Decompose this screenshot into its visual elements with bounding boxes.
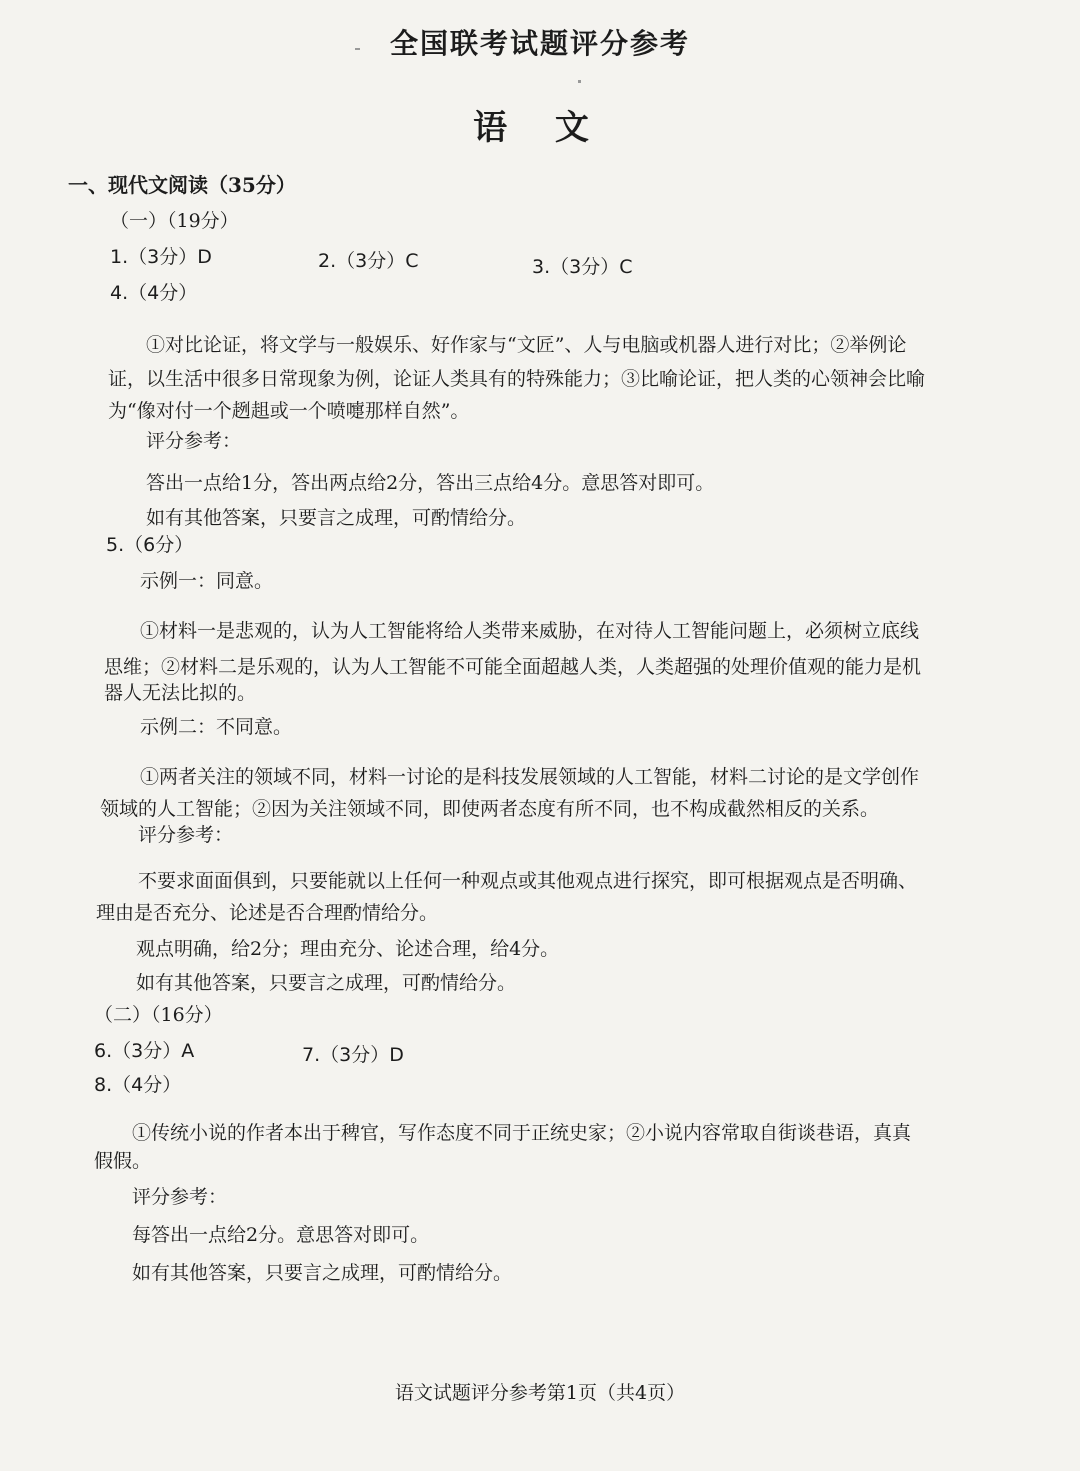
question-3-answer: 3.（3分）C <box>532 256 633 278</box>
question-8-scoring-line: 如有其他答案，只要言之成理，可酌情给分。 <box>132 1262 513 1284</box>
question-6-answer: 6.（3分）A <box>94 1040 195 1062</box>
question-4-answer-line: 为“像对付一个趔趄或一个喷嚏那样自然”。 <box>108 400 470 422</box>
question-8-answer-line: 假假。 <box>94 1150 152 1172</box>
question-5-example2-line: 领域的人工智能；②因为关注领域不同，即使两者态度有所不同，也不构成截然相反的关系。 <box>100 798 880 820</box>
document-title: 全国联考试题评分参考 <box>389 27 690 60</box>
section-modern-reading: 一、现代文阅读（35分） <box>68 173 296 197</box>
question-5-scoring-line: 理由是否充分、论述是否合理酌情给分。 <box>96 902 439 924</box>
question-8-scoring-label: 评分参考： <box>132 1186 228 1208</box>
question-5-scoring-line: 如有其他答案，只要言之成理，可酌情给分。 <box>136 972 517 994</box>
question-5-scoring-line: 观点明确，给2分；理由充分、论述合理，给4分。 <box>136 938 560 960</box>
question-5-example1-line: ①材料一是悲观的，认为人工智能将给人类带来威胁，在对待人工智能问题上，必须树立底线 <box>140 620 920 642</box>
question-8-scoring-line: 每答出一点给2分。意思答对即可。 <box>132 1224 430 1246</box>
question-5-scoring-label: 评分参考： <box>138 824 234 846</box>
question-4-title: 4.（4分） <box>110 282 198 304</box>
subject-title: 语 文 <box>473 108 607 148</box>
question-2-answer: 2.（3分）C <box>318 250 419 272</box>
question-1-answer: 1.（3分）D <box>110 246 212 268</box>
question-5-title: 5.（6分） <box>106 534 194 556</box>
question-5-example1-label: 示例一：同意。 <box>140 570 274 592</box>
part-one-title: （一）（19分） <box>110 210 239 232</box>
question-5-example2-label: 示例二：不同意。 <box>140 716 293 738</box>
question-4-scoring-line: 如有其他答案，只要言之成理，可酌情给分。 <box>146 507 527 529</box>
question-5-example1-line: 器人无法比拟的。 <box>104 682 257 704</box>
question-5-example1-line: 思维；②材料二是乐观的，认为人工智能不可能全面超越人类，人类超强的处理价值观的能力是机 <box>104 656 922 678</box>
question-5-scoring-line: 不要求面面俱到，只要能就以上任何一种观点或其他观点进行探究，即可根据观点是否明确、 <box>138 870 918 892</box>
scan-speck <box>578 80 581 83</box>
page-footer: 语文试题评分参考第1页（共4页） <box>394 1382 686 1404</box>
question-8-title: 8.（4分） <box>94 1074 182 1096</box>
question-4-scoring-line: 答出一点给1分，答出两点给2分，答出三点给4分。意思答对即可。 <box>146 472 715 494</box>
part-two-title: （二）（16分） <box>94 1004 223 1026</box>
question-4-answer-line: ①对比论证，将文学与一般娱乐、好作家与“文匠”、人与电脑或机器人进行对比；②举例论 <box>146 334 907 356</box>
question-8-answer-line: ①传统小说的作者本出于稗官，写作态度不同于正统史家；②小说内容常取自街谈巷语，真真 <box>132 1122 912 1144</box>
question-4-scoring-label: 评分参考： <box>146 430 242 452</box>
question-5-example2-line: ①两者关注的领域不同，材料一讨论的是科技发展领域的人工智能，材料二讨论的是文学创作 <box>140 766 920 788</box>
question-4-answer-line: 证，以生活中很多日常现象为例，论证人类具有的特殊能力；③比喻论证，把人类的心领神会比喻 <box>108 368 926 390</box>
scan-speck <box>355 48 360 50</box>
question-7-answer: 7.（3分）D <box>302 1044 404 1066</box>
